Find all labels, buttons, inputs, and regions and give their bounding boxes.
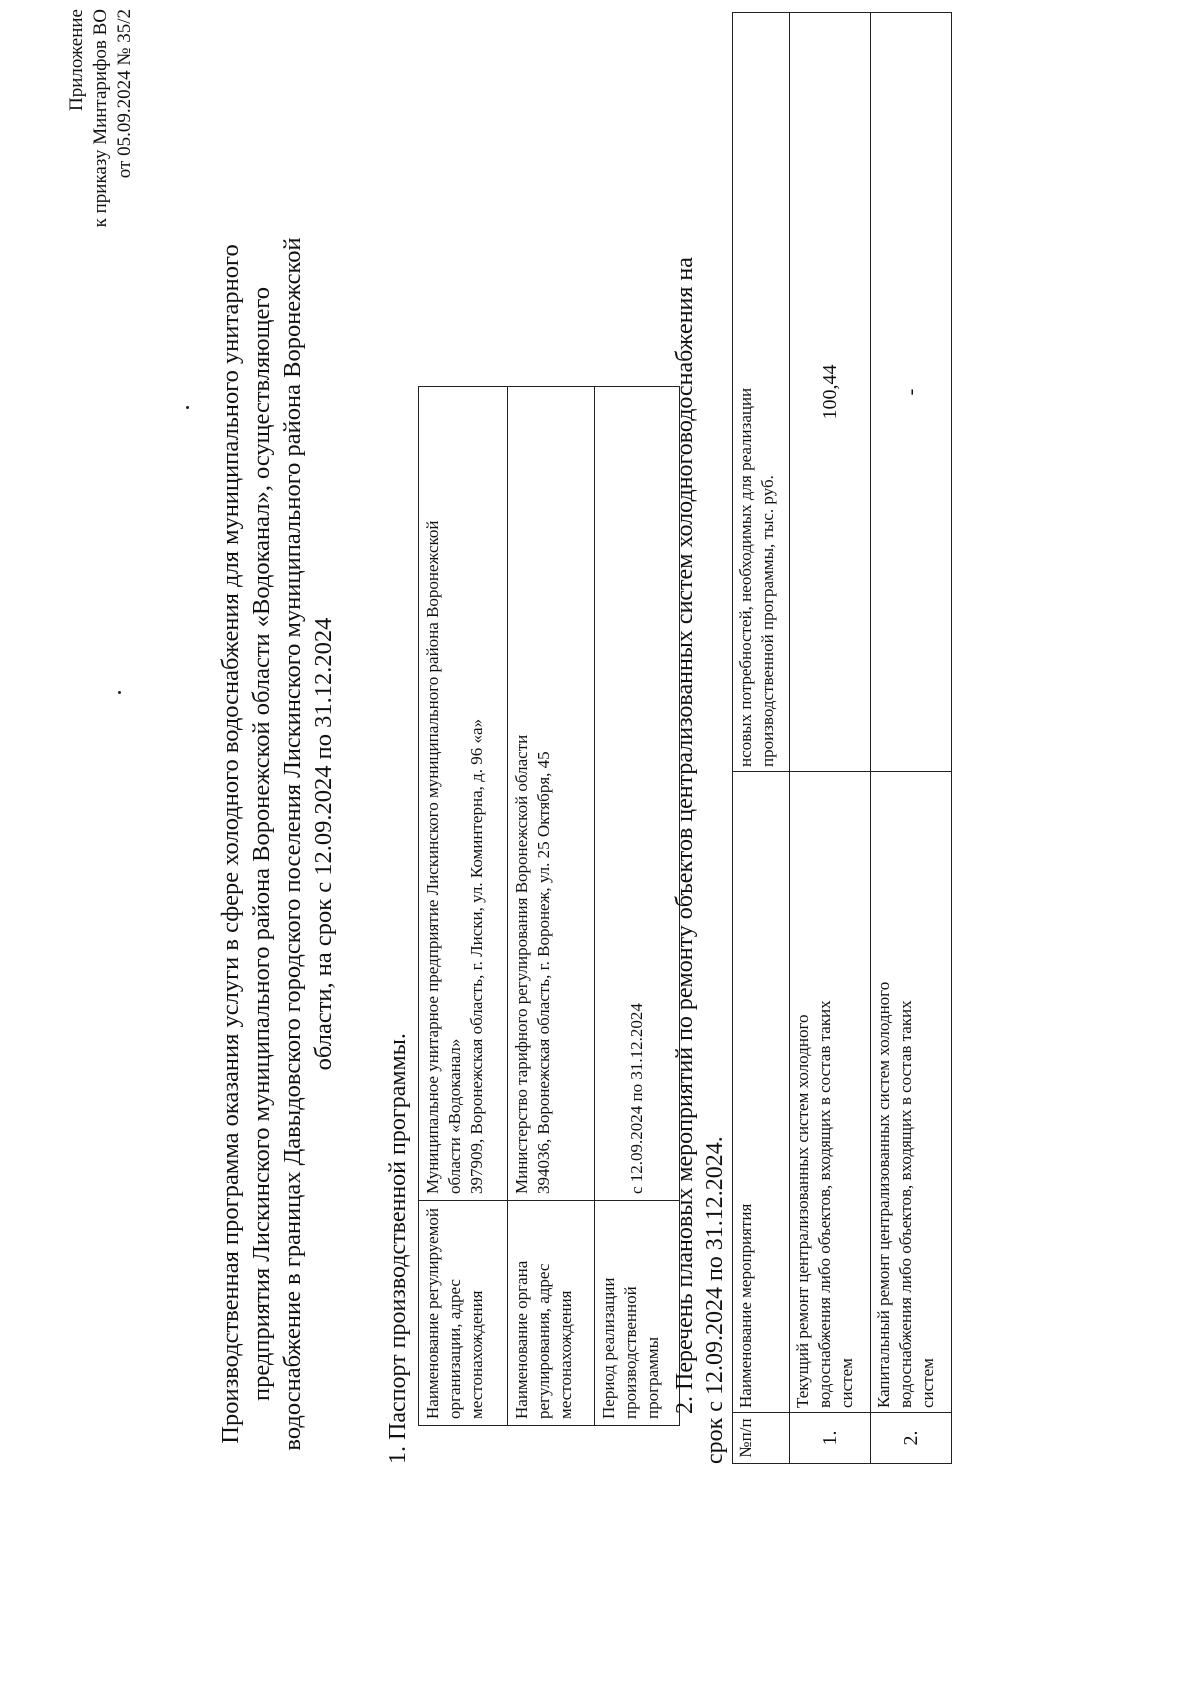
- name-line: систем: [837, 1358, 856, 1408]
- measures-table: [732, 12, 952, 1464]
- section2-heading: [670, 4, 730, 1464]
- header-line: нсовых потребностей, необходимых для реализации: [736, 387, 755, 767]
- passport-table: [418, 386, 680, 1426]
- title-line: области, на срок с 12.09.2024 по 31.12.2024: [310, 617, 337, 1071]
- column-header-cost: [733, 13, 790, 772]
- passport-label: [595, 1201, 680, 1426]
- label-line: организации, адрес: [445, 1279, 464, 1419]
- section1-heading: 1. Паспорт производственной программы.: [385, 1033, 411, 1464]
- row-number: 1.: [790, 1413, 871, 1464]
- table-row: [595, 387, 680, 1426]
- value-line: Муниципальное унитарное предприятие Лискинского муниципального района Воронежской: [423, 520, 442, 1194]
- label-line: регулирования, адрес: [534, 1263, 553, 1419]
- appendix-order: к приказу Минтарифов ВО: [90, 9, 111, 228]
- passport-label: [508, 1201, 595, 1426]
- scan-dot: [118, 691, 121, 694]
- measure-name: [871, 772, 952, 1413]
- title-line: Производственная программа оказания услуги в сфере холодного водоснабжения для муниципального унитарного: [217, 244, 244, 1444]
- value-line: 397909, Воронежская область, г. Лиски, ул. Коминтерна, д. 96 «а»: [467, 718, 486, 1194]
- value-line: с 12.09.2024 по 31.12.2024: [627, 1003, 646, 1194]
- column-header-num: №п/п: [733, 1413, 790, 1464]
- value-line: области «Водоканал»: [445, 1038, 464, 1194]
- table-row: [508, 387, 595, 1426]
- label-line: местонахождения: [556, 1290, 575, 1419]
- passport-label: [419, 1201, 508, 1426]
- passport-value: [508, 387, 595, 1201]
- title-line: предприятия Лискинского муниципального района Воронежской области «Водоканал», осуществляющего: [248, 286, 275, 1402]
- appendix-reference: [65, 9, 137, 299]
- table-row: [419, 387, 508, 1426]
- table-header-row: [733, 13, 790, 1464]
- label-line: производственной программы: [621, 1286, 662, 1419]
- measure-cost: -: [871, 13, 952, 772]
- title-line: водоснабжение в границах Давыдовского городского поселения Лискинского муниципального района Воронежской: [279, 237, 306, 1451]
- measure-cost: 100,44: [790, 13, 871, 772]
- passport-value: [595, 387, 680, 1201]
- label-line: Период реализации: [599, 1277, 618, 1419]
- heading-line: 2. Перечень плановых мероприятий по ремонту объектов централизованных систем холодноговодоснабжения на: [672, 257, 698, 1414]
- column-header-name: Наименование мероприятия: [733, 772, 790, 1413]
- table-row: [871, 13, 952, 1464]
- value-line: Министерство тарифного регулирования Воронежской области: [512, 734, 531, 1194]
- label-line: местонахождения: [467, 1290, 486, 1419]
- label-line: Наименование регулируемой: [423, 1208, 442, 1419]
- document-title: [215, 114, 339, 1574]
- row-number: 2.: [871, 1413, 952, 1464]
- label-line: Наименование органа: [512, 1260, 531, 1419]
- measure-name: [790, 772, 871, 1413]
- name-line: систем: [918, 1358, 937, 1408]
- appendix-date: от 05.09.2024 № 35/2: [114, 9, 135, 179]
- name-line: Капитальный ремонт централизованных систем холодного: [874, 981, 893, 1408]
- name-line: водоснабжения либо объектов, входящих в состав таких: [896, 1000, 915, 1408]
- name-line: Текущий ремонт централизованных систем холодного: [793, 1014, 812, 1408]
- passport-value: [419, 387, 508, 1201]
- scan-dot: [186, 406, 189, 409]
- name-line: водоснабжения либо объектов, входящих в состав таких: [815, 1000, 834, 1408]
- value-line: 394036, Воронежская область, г. Воронеж, ул. 25 Октября, 45: [534, 751, 553, 1194]
- heading-line: срок с 12.09.2024 по 31.12.2024.: [702, 1136, 728, 1464]
- appendix-label: Приложение: [66, 9, 87, 111]
- table-row: [790, 13, 871, 1464]
- header-line: производственной программы, тыс. руб.: [758, 475, 777, 767]
